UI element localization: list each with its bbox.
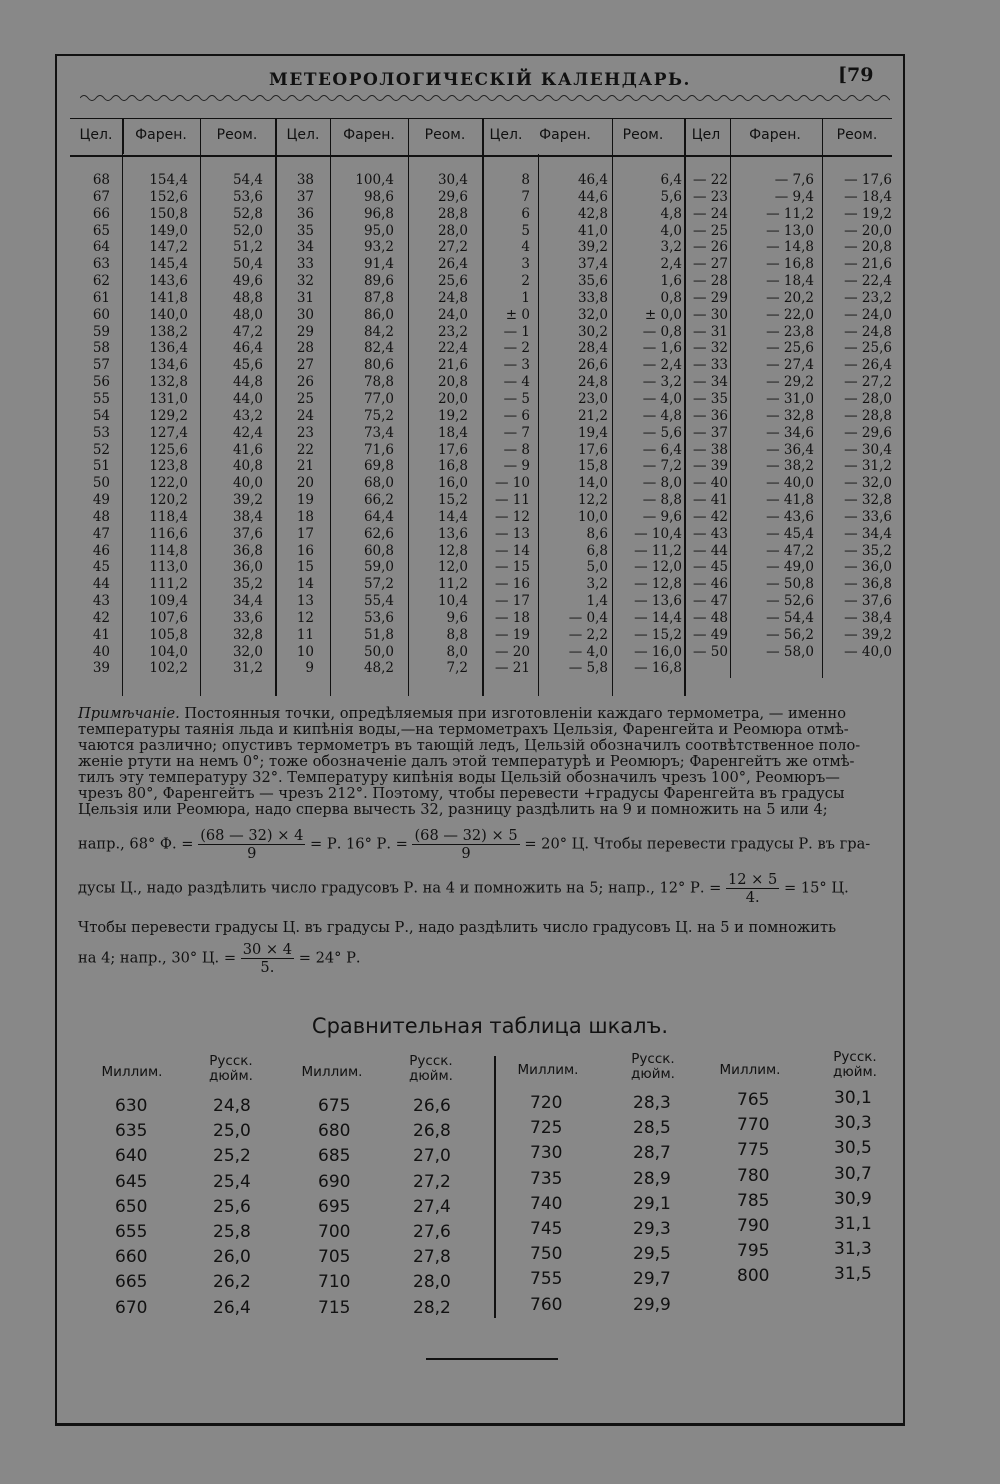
- scale-header-mm-4: Миллим.: [719, 1062, 781, 1078]
- column-rule: [482, 118, 484, 696]
- col-header-celsius-4: Цел: [691, 127, 721, 143]
- fraction-4-denominator: 5.: [260, 959, 275, 976]
- note-line-1: Постоянныя точки, опредѣляемыя при изготовленіи каждаго термометра, — именно: [184, 705, 846, 722]
- scale-header-inch-3: Русск. дюйм.: [631, 1051, 675, 1082]
- decorative-rule: [80, 92, 890, 104]
- scale-mm-column-1: 630 635 640 645 650 655 660 665 670: [115, 1096, 148, 1318]
- note-line-5: тилъ эту температуру 32°. Температуру кипѣнія воды Цельзій обозначилъ чрезъ 100°, Реомюръ—: [78, 769, 840, 786]
- scale-mm-column-2: 675 680 685 690 695 700 705 710 715: [318, 1096, 351, 1318]
- col-header-fahrenheit-2: Фарен.: [343, 127, 395, 143]
- formula-3-prefix: дусы Ц., надо раздѣлить число градусовъ Р. на 4 и помножить на 5; напр., 12° Р. =: [78, 879, 722, 897]
- col-header-reaumur-4: Реом.: [836, 127, 878, 143]
- page-title: МЕТЕОРОЛОГИЧЕСКІЙ КАЛЕНДАРЬ.: [269, 70, 691, 90]
- column-rule: [612, 118, 613, 696]
- fahrenheit-column-4: — 7,6 — 9,4 — 11,2 — 13,0 — 14,8 — 16,8 — 18,4 — 20,2 — 22,0 — 23,8 — 25,6 — 27,4 — 29,2 — 31,0 — 32,8 — 34,6 — 36,4 — 38,2 — 40,0 — 41,8 — 43,6 — 45,4 — 47,2 — 49,0 — 50,8 — 52,6 — 54,4 — 56,2 — 58,0: [766, 172, 814, 660]
- scale-header-mm-3: Миллим.: [517, 1062, 579, 1078]
- celsius-column-1: 68 67 66 65 64 63 62 61 60 59 58 57 56 55 54 53 52 51 50 49 48 47 46 45 44 43 42 41 40 39: [92, 172, 110, 677]
- col-header-celsius-1: Цел.: [79, 127, 113, 143]
- col-header-reaumur-1: Реом.: [216, 127, 258, 143]
- scale-inch-column-1: 24,8 25,0 25,2 25,4 25,6 25,8 26,0 26,2 26,4: [213, 1096, 251, 1318]
- closing-rule: [426, 1358, 558, 1360]
- note-line-10: Чтобы перевести градусы Ц. въ градусы Р., надо раздѣлить число градусовъ Ц. на 5 и помножить: [78, 919, 837, 936]
- fraction-1-numerator: (68 — 32) × 4: [200, 827, 304, 844]
- scale-inch-column-4: 30,1 30,3 30,5 30,7 30,9 31,1 31,3 31,5: [834, 1088, 872, 1285]
- column-rule: [408, 118, 409, 696]
- scale-mm-column-4: 765 770 775 780 785 790 795 800: [737, 1090, 770, 1287]
- formula-1-middle: = Р. 16° Р. =: [310, 835, 408, 853]
- celsius-column-2: 38 37 36 35 34 33 32 31 30 29 28 27 26 25 24 23 22 21 20 19 18 17 16 15 14 13 12 11 10 9: [296, 172, 314, 677]
- fraction-2-numerator: (68 — 32) × 5: [414, 827, 518, 844]
- note-block: [78, 705, 898, 990]
- scale-header-inch-1: Русск. дюйм.: [209, 1053, 253, 1084]
- fahrenheit-column-2: 100,4 98,6 96,8 95,0 93,2 91,4 89,6 87,8 86,0 84,2 82,4 80,6 78,8 77,0 75,2 73,4 71,6 69,8 68,0 66,2 64,4 62,6 60,8 59,0 57,2 55,4 53,6 51,8 50,0 48,2: [355, 172, 394, 677]
- fahrenheit-column-3: 46,4 44,6 42,8 41,0 39,2 37,4 35,6 33,8 32,0 30,2 28,4 26,6 24,8 23,0 21,2 19,4 17,6 15,8 14,0 12,2 10,0 8,6 6,8 5,0 3,2 1,4 — 0,4 — 2,2 — 4,0 — 5,8: [568, 172, 608, 677]
- running-header: [0, 64, 1000, 94]
- scale-center-rule: [494, 1056, 496, 1318]
- note-line-6: чрезъ 80°, Фаренгейтъ — чрезъ 212°. Поэтому, чтобы перевести +градусы Фаренгейта въ градусы: [78, 785, 845, 802]
- scale-inch-column-3: 28,3 28,5 28,7 28,9 29,1 29,3 29,5 29,7 29,9: [633, 1093, 671, 1315]
- fraction-2: [412, 827, 519, 862]
- formula-line-2: [78, 871, 849, 906]
- formula-3-suffix: = 15° Ц.: [783, 879, 849, 897]
- col-header-celsius-3: Цел.: [489, 127, 523, 143]
- col-header-reaumur-3: Реом.: [622, 127, 664, 143]
- column-rule: [330, 118, 331, 696]
- note-label: Примѣчаніе.: [78, 705, 180, 722]
- col-header-fahrenheit-4: Фарен.: [749, 127, 801, 143]
- note-line-3: чаются различно; опустивъ термометръ въ тающій ледъ, Цельзій обозначилъ соотвѣтственное поло-: [78, 737, 861, 754]
- note-line-7: Цельзія или Реомюра, надо сперва вычесть 32, разницу раздѣлить на 9 и помножить на 5 или 4;: [78, 801, 828, 818]
- col-header-fahrenheit-1: Фарен.: [135, 127, 187, 143]
- scale-mm-column-3: 720 725 730 735 740 745 750 755 760: [530, 1093, 563, 1315]
- scale-header-mm-2: Миллим.: [301, 1064, 363, 1080]
- scale-table-title: Сравнительная таблица шкалъ.: [311, 1014, 669, 1038]
- note-line-2: температуры таянія льда и кипѣнія воды,—на термометрахъ Цельзія, Фаренгейта и Реомюра отмѣ-: [78, 721, 849, 738]
- formula-1-prefix: напр., 68° Ф. =: [78, 835, 194, 853]
- formula-4-suffix: = 24° Р.: [298, 949, 361, 967]
- formula-2-suffix: = 20° Ц. Чтобы перевести градусы Р. въ гра-: [524, 835, 871, 853]
- column-rule: [122, 154, 123, 696]
- celsius-column-4: — 22 — 23 — 24 — 25 — 26 — 27 — 28 — 29 — 30 — 31 — 32 — 33 — 34 — 35 — 36 — 37 — 38 — 39 — 40 — 41 — 42 — 43 — 44 — 45 — 46 — 47 — 48 — 49 — 50: [693, 172, 728, 660]
- scale-inch-column-2: 26,6 26,8 27,0 27,2 27,4 27,6 27,8 28,0 28,2: [413, 1096, 451, 1318]
- formula-4-prefix: на 4; напр., 30° Ц. =: [78, 949, 237, 967]
- celsius-column-3: 8 7 6 5 4 3 2 1 ± 0 — 1 — 2 — 3 — 4 — 5 — 6 — 7 — 8 — 9 — 10 — 11 — 12 — 13 — 14 — 15 — 16 — 17 — 18 — 19 — 20 — 21: [495, 172, 530, 677]
- col-header-celsius-2: Цел.: [286, 127, 320, 143]
- fraction-3-numerator: 12 × 5: [727, 871, 778, 888]
- reaumur-column-3: 6,4 5,6 4,8 4,0 3,2 2,4 1,6 0,8 ± 0,0 — 0,8 — 1,6 — 2,4 — 3,2 — 4,0 — 4,8 — 5,6 — 6,4 — 7,2 — 8,0 — 8,8 — 9,6 — 10,4 — 11,2 — 12,0 — 12,8 — 13,6 — 14,4 — 15,2 — 16,0 — 16,8: [634, 172, 682, 677]
- column-rule: [684, 118, 686, 696]
- reaumur-column-1: 54,4 53,6 52,8 52,0 51,2 50,4 49,6 48,8 48,0 47,2 46,4 45,6 44,8 44,0 43,2 42,4 41,6 40,8 40,0 39,2 38,4 37,6 36,8 36,0 35,2 34,4 33,6 32,8 32,0 31,2: [232, 172, 263, 677]
- col-header-fahrenheit-3: Фарен.: [539, 127, 591, 143]
- fraction-4-numerator: 30 × 4: [242, 941, 293, 958]
- column-rule: [730, 118, 731, 678]
- fraction-2-denominator: 9: [461, 845, 471, 862]
- scale-header-inch-4: Русск. дюйм.: [833, 1049, 877, 1080]
- column-rule: [275, 118, 277, 696]
- scale-header-inch-2: Русск. дюйм.: [409, 1053, 453, 1084]
- scale-header-mm-1: Миллим.: [101, 1064, 163, 1080]
- fraction-4: [241, 941, 294, 976]
- column-rule: [538, 154, 539, 696]
- page-number: [79: [838, 64, 874, 86]
- column-rule: [822, 118, 823, 678]
- column-rule: [200, 118, 201, 696]
- reaumur-column-4: — 17,6 — 18,4 — 19,2 — 20,0 — 20,8 — 21,6 — 22,4 — 23,2 — 24,0 — 24,8 — 25,6 — 26,4 — 27,2 — 28,0 — 28,8 — 29,6 — 30,4 — 31,2 — 32,0 — 32,8 — 33,6 — 34,4 — 35,2 — 36,0 — 36,8 — 37,6 — 38,4 — 39,2 — 40,0: [844, 172, 892, 660]
- note-line-4: женіе ртути на немъ 0°; тоже обозначеніе далъ этой температурѣ и Реомюръ; Фаренгейтъ же отмѣ-: [78, 753, 855, 770]
- temperature-table-header: [70, 118, 892, 157]
- formula-line-1: [78, 827, 870, 862]
- reaumur-column-2: 30,4 29,6 28,8 28,0 27,2 26,4 25,6 24,8 24,0 23,2 22,4 21,6 20,8 20,0 19,2 18,4 17,6 16,8 16,0 15,2 14,4 13,6 12,8 12,0 11,2 10,4 9,6 8,8 8,0 7,2: [437, 172, 468, 677]
- fahrenheit-column-1: 154,4 152,6 150,8 149,0 147,2 145,4 143,6 141,8 140,0 138,2 136,4 134,6 132,8 131,0 129,2 127,4 125,6 123,8 122,0 120,2 118,4 116,6 114,8 113,0 111,2 109,4 107,6 105,8 104,0 102,2: [149, 172, 188, 677]
- fraction-1-denominator: 9: [247, 845, 257, 862]
- fraction-3: [726, 871, 779, 906]
- formula-line-3: [78, 941, 361, 976]
- fraction-3-denominator: 4.: [745, 889, 760, 906]
- column-rule: [122, 118, 124, 154]
- col-header-reaumur-2: Реом.: [424, 127, 466, 143]
- fraction-1: [198, 827, 305, 862]
